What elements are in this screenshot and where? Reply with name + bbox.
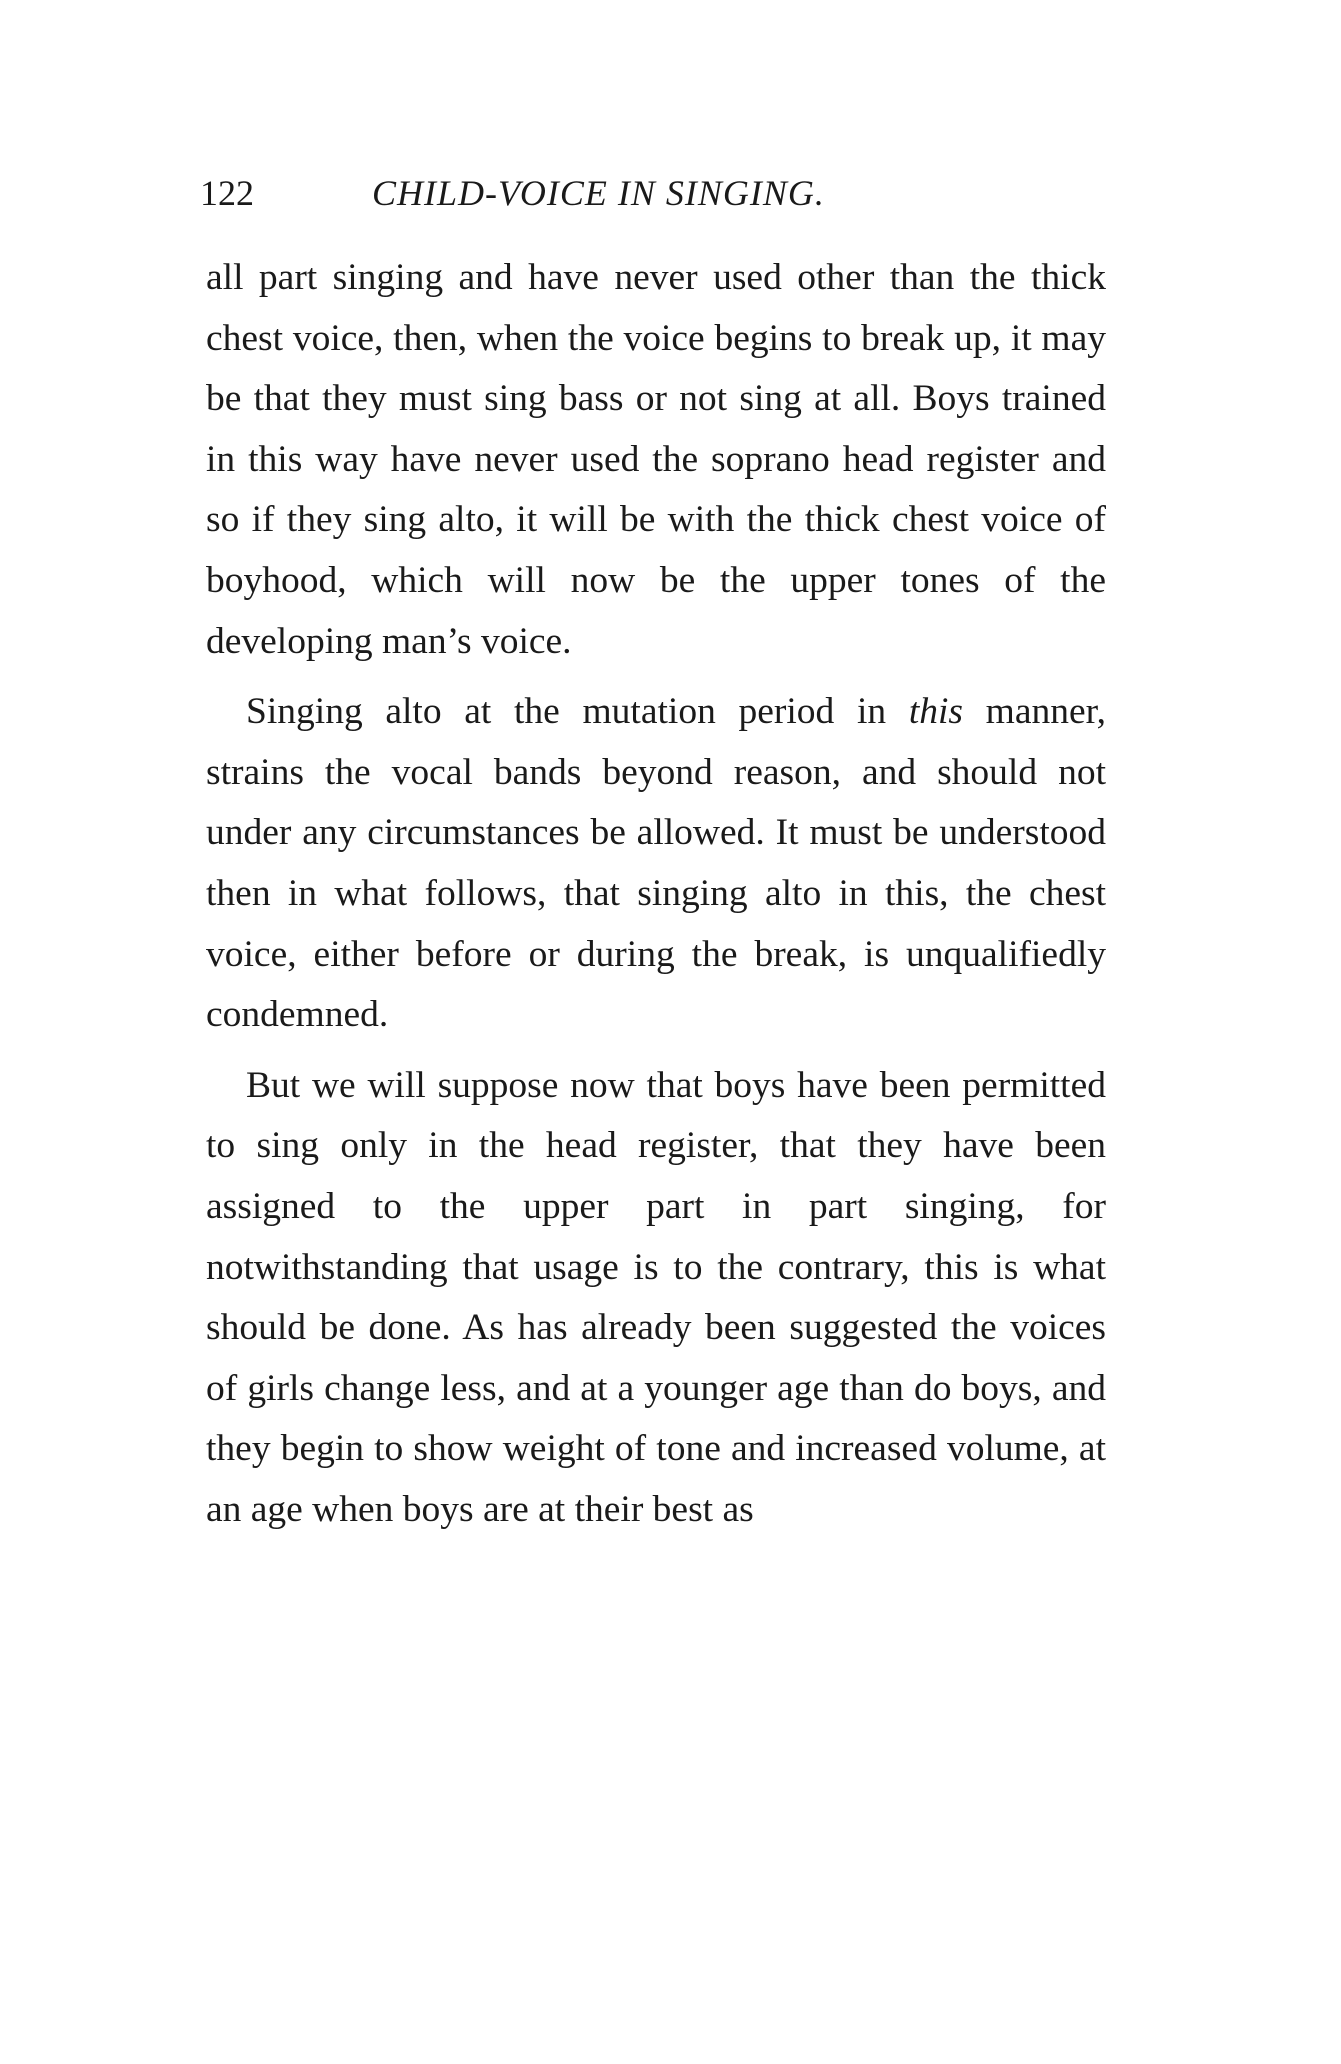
paragraph-text-before: Singing alto at the mutation period in bbox=[246, 691, 909, 733]
paragraph-continuation: all part singing and have never used other than the thick chest voice, then, when the voice begins to break up, it may be that they must sing bass or not sing at all. Boys trained in this way have never used the soprano head register and so if they sing alto, it will be with the thick chest voice of boyhood, which will now be the upper tones of the developing man’s voice. bbox=[206, 257, 1106, 662]
emphasis-this: this bbox=[908, 691, 963, 733]
paragraph-text-after: manner, strains the vocal bands beyond reason, and should not under any circumstances be allowed. It must be understood then in what follows, that singing alto in this, the chest voice, either before or during the break, is unqualifiedly condemned. bbox=[206, 691, 1106, 1036]
body-text bbox=[206, 248, 1106, 1540]
running-title: CHILD-VOICE IN SINGING. bbox=[372, 173, 825, 213]
paragraph-singing-alto bbox=[206, 682, 1106, 1046]
running-head bbox=[200, 168, 1110, 218]
page-number: 122 bbox=[200, 173, 254, 213]
paragraph-head-register: But we will suppose now that boys have been permitted to sing only in the head register, that they have been assigned to the upper part in part singing, for notwithstanding that usage is to the contrary, this is what should be done. As has already been suggested the voices of girls change less, and at a younger age than do boys, and they begin to show weight of tone and increased volume, at an age when boys are at their best as bbox=[206, 1064, 1106, 1530]
